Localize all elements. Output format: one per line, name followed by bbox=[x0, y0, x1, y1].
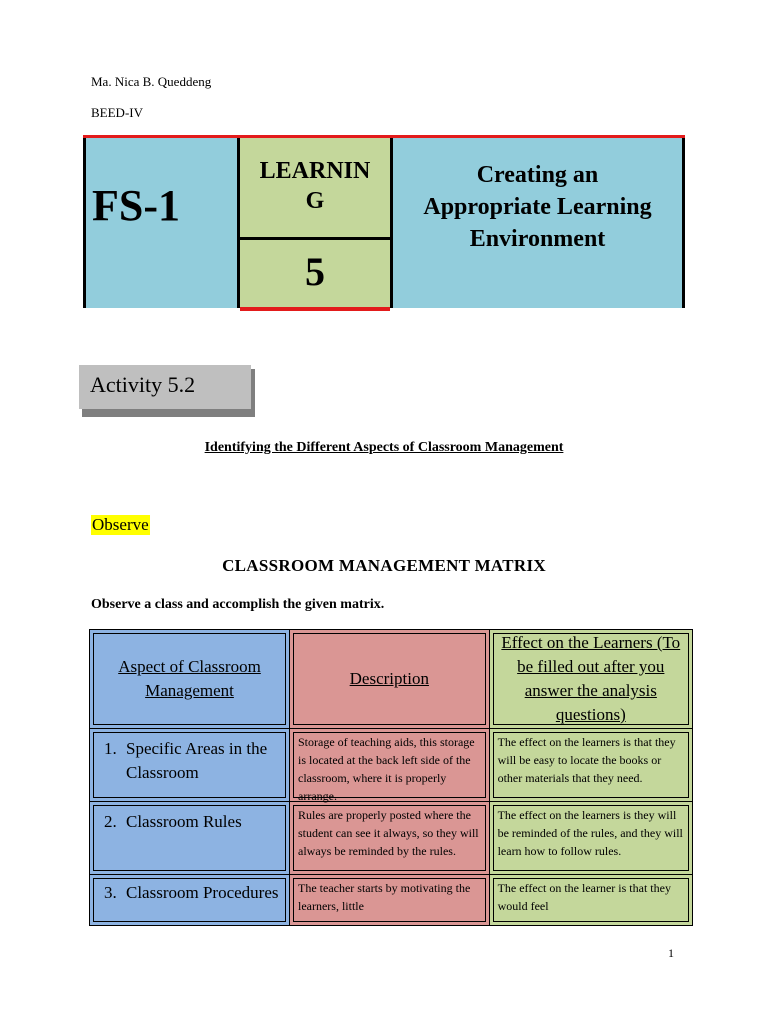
effect-text: The effect on the learners is they will be reminded of the rules, and they will learn how to follow rules. bbox=[493, 805, 689, 871]
effect-cell bbox=[489, 802, 692, 875]
author-name: Ma. Nica B. Queddeng bbox=[91, 74, 212, 89]
aspect-cell bbox=[90, 802, 290, 875]
header-cell-effect bbox=[489, 630, 692, 729]
description-text: Storage of teaching aids, this storage is located at the back left side of the classroom, where it is properly arrange. bbox=[293, 732, 486, 798]
course-label: BEED-IV bbox=[91, 105, 143, 120]
table-header-row bbox=[90, 630, 693, 729]
description-cell bbox=[290, 729, 490, 802]
learning-number: 5 bbox=[305, 249, 325, 294]
title-line1: Creating an bbox=[476, 162, 599, 188]
row-number: 1. bbox=[104, 739, 117, 758]
effect-text: The effect on the learner is that they would feel bbox=[493, 878, 689, 922]
row-number: 2. bbox=[104, 812, 117, 831]
effect-cell bbox=[489, 729, 692, 802]
episode-title bbox=[393, 159, 682, 255]
header-bottom-border bbox=[240, 308, 390, 311]
table-row bbox=[90, 802, 693, 875]
table-row bbox=[90, 875, 693, 926]
header-description-text: Description bbox=[293, 633, 486, 725]
matrix-title: CLASSROOM MANAGEMENT MATRIX bbox=[222, 556, 546, 575]
aspect-text: Classroom Procedures bbox=[126, 883, 279, 902]
management-matrix-table bbox=[89, 629, 693, 926]
header-effect-text: Effect on the Learners (To be filled out after you answer the analysis questions) bbox=[493, 633, 689, 725]
aspect-cell bbox=[90, 729, 290, 802]
description-cell bbox=[290, 802, 490, 875]
title-line2: Appropriate Learning bbox=[423, 194, 652, 220]
effect-text: The effect on the learners is that they will be easy to locate the books or other materials that they need. bbox=[493, 732, 689, 798]
header-cell-aspect bbox=[90, 630, 290, 729]
learning-label-line2: G bbox=[305, 188, 325, 214]
title-line3: Environment bbox=[469, 226, 606, 252]
learning-label-line1: LEARNIN bbox=[259, 158, 371, 184]
section-subtitle: Identifying the Different Aspects of Classroom Management bbox=[204, 440, 564, 455]
learning-label bbox=[240, 156, 390, 216]
observe-label: Observe bbox=[92, 515, 149, 534]
description-cell bbox=[290, 875, 490, 926]
description-text: The teacher starts by motivating the learners, little bbox=[293, 878, 486, 922]
fs-label: FS-1 bbox=[92, 181, 180, 230]
aspect-text: Specific Areas in the Classroom bbox=[126, 739, 268, 782]
activity-label: Activity 5.2 bbox=[90, 372, 196, 397]
row-number: 3. bbox=[104, 883, 117, 902]
header-cell-description bbox=[290, 630, 490, 729]
table-row bbox=[90, 729, 693, 802]
page-number: 1 bbox=[668, 946, 674, 960]
description-text: Rules are properly posted where the student can see it always, so they will always be reminded by the rules. bbox=[293, 805, 486, 871]
aspect-cell bbox=[90, 875, 290, 926]
aspect-text: Classroom Rules bbox=[126, 812, 242, 831]
header-top-border bbox=[83, 135, 685, 138]
effect-cell bbox=[489, 875, 692, 926]
header-aspect-text: Aspect of Classroom Management bbox=[93, 633, 286, 725]
instruction-text: Observe a class and accomplish the given matrix. bbox=[91, 597, 385, 612]
